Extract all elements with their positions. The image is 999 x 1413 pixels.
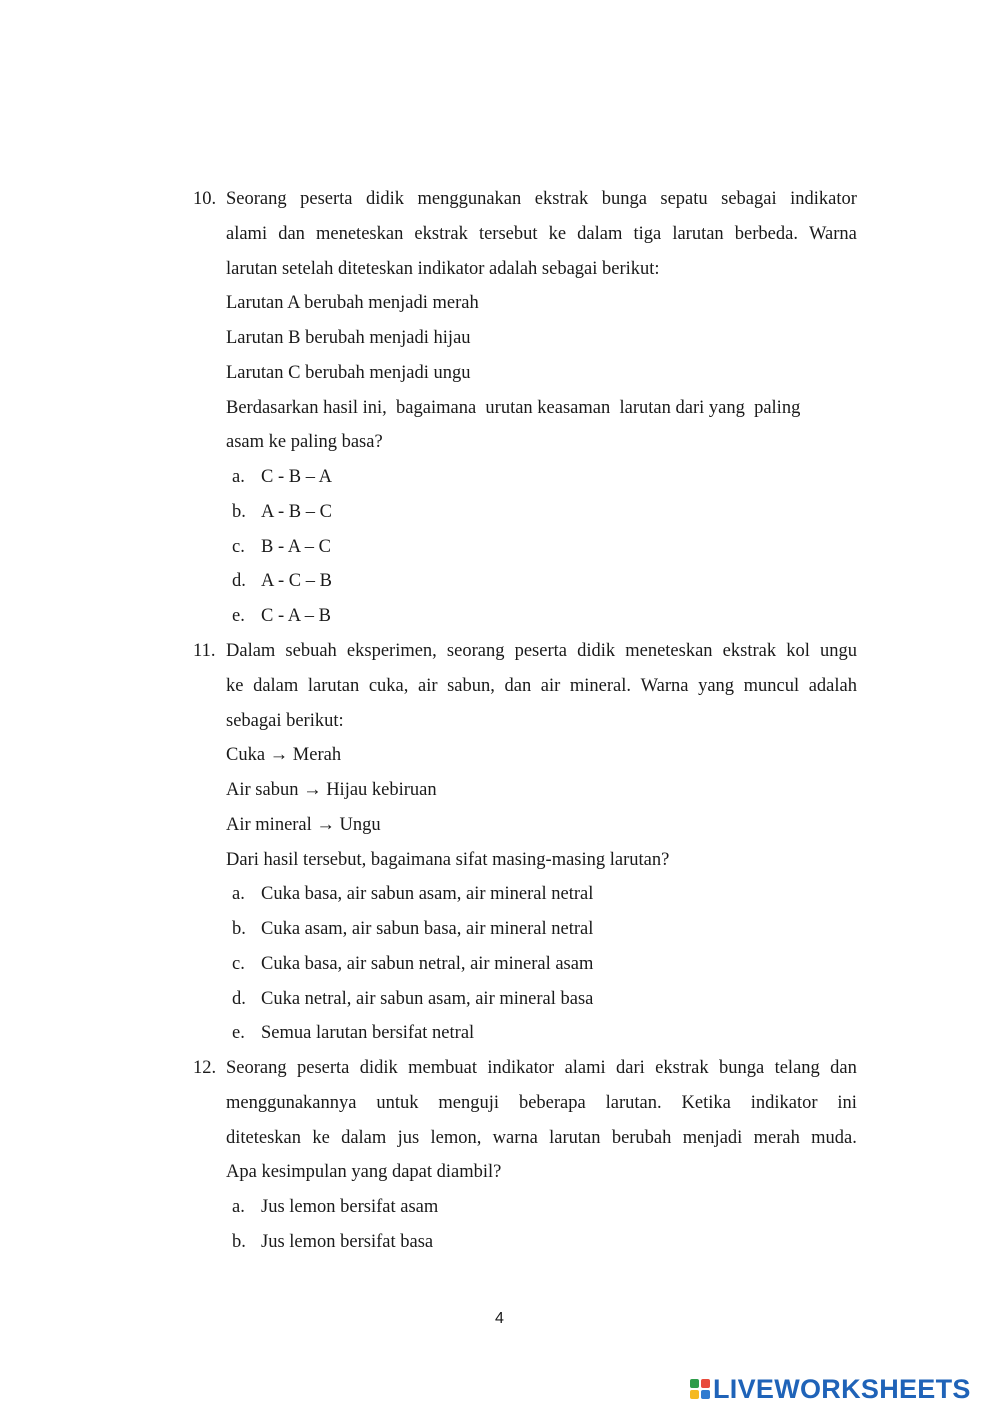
word: ke xyxy=(226,675,244,696)
liveworksheets-grid-icon xyxy=(690,1379,710,1399)
question-text-line: Berdasarkan hasil ini, bagaimana urutan keasaman larutan dari yang paling xyxy=(226,397,801,418)
word: didik xyxy=(359,1058,398,1078)
word: didik xyxy=(577,641,616,661)
question-text-line: larutan setelah diteteskan indikator adalah sebagai berikut: xyxy=(226,258,660,279)
word: merah xyxy=(753,1127,800,1148)
word: Warna xyxy=(640,675,689,696)
option-letter: c. xyxy=(232,953,245,974)
word: ke xyxy=(312,1127,330,1148)
option-text: C - B – A xyxy=(261,467,332,487)
liveworksheets-wordmark: LIVEWORKSHEETS xyxy=(713,1373,971,1404)
question-number: 10. xyxy=(193,189,217,209)
option-letter: a. xyxy=(232,467,245,487)
option-letter: e. xyxy=(232,1023,245,1044)
option-letter: a. xyxy=(232,884,245,905)
word: warna xyxy=(492,1127,538,1148)
word: jus xyxy=(397,1127,420,1148)
answer-option-c[interactable] xyxy=(193,947,857,982)
word: peserta xyxy=(300,189,353,209)
word: sepatu xyxy=(660,189,708,209)
word: menggunakannya xyxy=(226,1092,357,1113)
justified-line xyxy=(193,1121,857,1156)
word: dan xyxy=(278,223,305,244)
word: dalam xyxy=(253,675,299,696)
logo-square-yellow xyxy=(690,1390,699,1399)
question-text-line: asam ke paling basa? xyxy=(226,432,383,453)
option-text: C - A – B xyxy=(261,606,331,626)
word: larutan xyxy=(549,1127,601,1148)
word: eksperimen, xyxy=(346,641,437,661)
logo-square-red xyxy=(701,1379,710,1388)
word: Seorang xyxy=(226,1058,287,1078)
word: Dalam xyxy=(226,641,276,661)
page-number: 4 xyxy=(495,1310,504,1327)
word: ekstrak xyxy=(414,223,468,244)
option-text: Semua larutan bersifat netral xyxy=(261,1023,475,1044)
word: beberapa xyxy=(518,1092,586,1113)
option-letter: d. xyxy=(232,988,246,1009)
word: dan xyxy=(830,1058,857,1078)
word: menjadi xyxy=(682,1127,743,1148)
word: ekstrak xyxy=(534,189,589,209)
word: untuk xyxy=(376,1092,419,1113)
answer-option-b[interactable] xyxy=(193,1225,857,1260)
answer-option-c[interactable] xyxy=(193,530,857,565)
question-10 xyxy=(193,182,857,634)
logo-square-green xyxy=(690,1379,699,1388)
word: ekstrak xyxy=(655,1058,709,1078)
word: sebuah xyxy=(285,641,337,661)
word: meneteskan xyxy=(625,641,713,661)
word: berbeda. xyxy=(734,223,798,244)
word: dan xyxy=(504,675,532,696)
logo-square-blue xyxy=(701,1390,710,1399)
option-text: A - B – C xyxy=(261,501,332,522)
word: didik xyxy=(365,189,405,209)
word: muncul xyxy=(743,675,800,696)
word: tersebut xyxy=(478,223,538,244)
option-text: Cuka basa, air sabun asam, air mineral netral xyxy=(261,884,594,905)
option-letter: c. xyxy=(232,536,245,557)
option-letter: b. xyxy=(232,501,246,522)
word: indikator xyxy=(487,1058,555,1078)
answer-option-b[interactable] xyxy=(193,912,857,947)
justified-line xyxy=(193,1051,857,1086)
question-11 xyxy=(193,634,857,1051)
word: larutan. xyxy=(605,1092,662,1113)
word: dalam xyxy=(341,1127,387,1148)
answer-option-d[interactable] xyxy=(193,982,857,1017)
word: dalam xyxy=(577,223,623,244)
word: larutan xyxy=(672,223,724,244)
answer-option-e[interactable] xyxy=(193,1016,857,1051)
word: seorang xyxy=(446,641,505,661)
word: yang xyxy=(698,675,735,696)
answer-option-d[interactable] xyxy=(193,564,857,599)
option-text: Jus lemon bersifat asam xyxy=(261,1197,439,1217)
option-text: Cuka basa, air sabun netral, air mineral asam xyxy=(261,953,594,974)
word: tiga xyxy=(633,223,662,244)
word: ke xyxy=(548,223,567,244)
word: mineral. xyxy=(569,675,632,696)
word: indikator xyxy=(790,189,857,209)
word: bunga xyxy=(718,1058,765,1078)
word: cuka, xyxy=(368,675,409,696)
answer-option-a[interactable] xyxy=(193,1190,857,1225)
word: adalah xyxy=(808,675,857,696)
question-text-line: Larutan C berubah menjadi ungu xyxy=(226,362,471,383)
option-letter: e. xyxy=(232,606,245,626)
word: larutan xyxy=(307,675,360,696)
word: membuat xyxy=(408,1058,478,1078)
option-letter: d. xyxy=(232,571,246,592)
word: air xyxy=(417,675,438,696)
question-text-line: Air sabun → Hijau kebiruan xyxy=(226,780,437,800)
option-letter: b. xyxy=(232,1231,246,1252)
word: diteteskan xyxy=(226,1127,302,1148)
word: telang xyxy=(774,1058,820,1078)
answer-option-e[interactable] xyxy=(193,599,857,634)
word: berubah xyxy=(611,1127,672,1148)
word: ekstrak xyxy=(722,641,777,661)
word: sabun, xyxy=(447,675,495,696)
word: menggunakan xyxy=(417,189,522,209)
justified-line xyxy=(193,1086,857,1121)
option-letter: a. xyxy=(232,1197,245,1217)
justified-line xyxy=(193,634,857,669)
question-text-line: Air mineral → Ungu xyxy=(226,814,381,835)
answer-option-b[interactable] xyxy=(193,495,857,530)
word: indikator xyxy=(750,1092,818,1113)
justified-line xyxy=(193,182,857,217)
question-12 xyxy=(193,1051,857,1260)
word: peserta xyxy=(514,641,567,661)
question-text-line: Dari hasil tersebut, bagaimana sifat masing-masing larutan? xyxy=(226,849,670,870)
question-text-line: Larutan A berubah menjadi merah xyxy=(226,293,479,314)
word: sebagai xyxy=(721,189,777,209)
question-text-line: Cuka → Merah xyxy=(226,745,342,766)
option-text: Cuka netral, air sabun asam, air mineral basa xyxy=(261,988,594,1009)
option-text: A - C – B xyxy=(261,571,332,592)
question-number: 11. xyxy=(193,641,216,661)
word: bunga xyxy=(601,189,647,209)
question-number: 12. xyxy=(193,1058,217,1078)
word: ungu xyxy=(819,641,857,661)
question-text-line: Apa kesimpulan yang dapat diambil? xyxy=(226,1162,502,1183)
word: Ketika xyxy=(681,1092,731,1113)
word: air xyxy=(540,675,561,696)
answer-option-a[interactable] xyxy=(193,877,857,912)
answer-option-a[interactable] xyxy=(193,460,857,495)
word: peserta xyxy=(297,1058,350,1078)
word: ini xyxy=(837,1092,857,1113)
word: lemon, xyxy=(430,1127,482,1148)
word: kol xyxy=(786,641,810,661)
option-text: B - A – C xyxy=(261,536,331,557)
justified-line xyxy=(193,217,857,252)
word: alami xyxy=(564,1058,606,1078)
word: alami xyxy=(226,223,268,244)
question-text-line: sebagai berikut: xyxy=(226,710,344,731)
word: Seorang xyxy=(226,189,287,209)
justified-line xyxy=(193,669,857,704)
question-text-line: Larutan B berubah menjadi hijau xyxy=(226,328,471,348)
word: Warna xyxy=(809,223,857,244)
option-text: Jus lemon bersifat basa xyxy=(261,1231,434,1252)
word: muda. xyxy=(811,1127,857,1148)
option-letter: b. xyxy=(232,919,246,939)
word: menguji xyxy=(438,1092,500,1113)
word: meneteskan xyxy=(316,223,404,244)
option-text: Cuka asam, air sabun basa, air mineral netral xyxy=(261,919,594,939)
word: dari xyxy=(616,1058,645,1078)
liveworksheets-logo xyxy=(690,1372,971,1406)
